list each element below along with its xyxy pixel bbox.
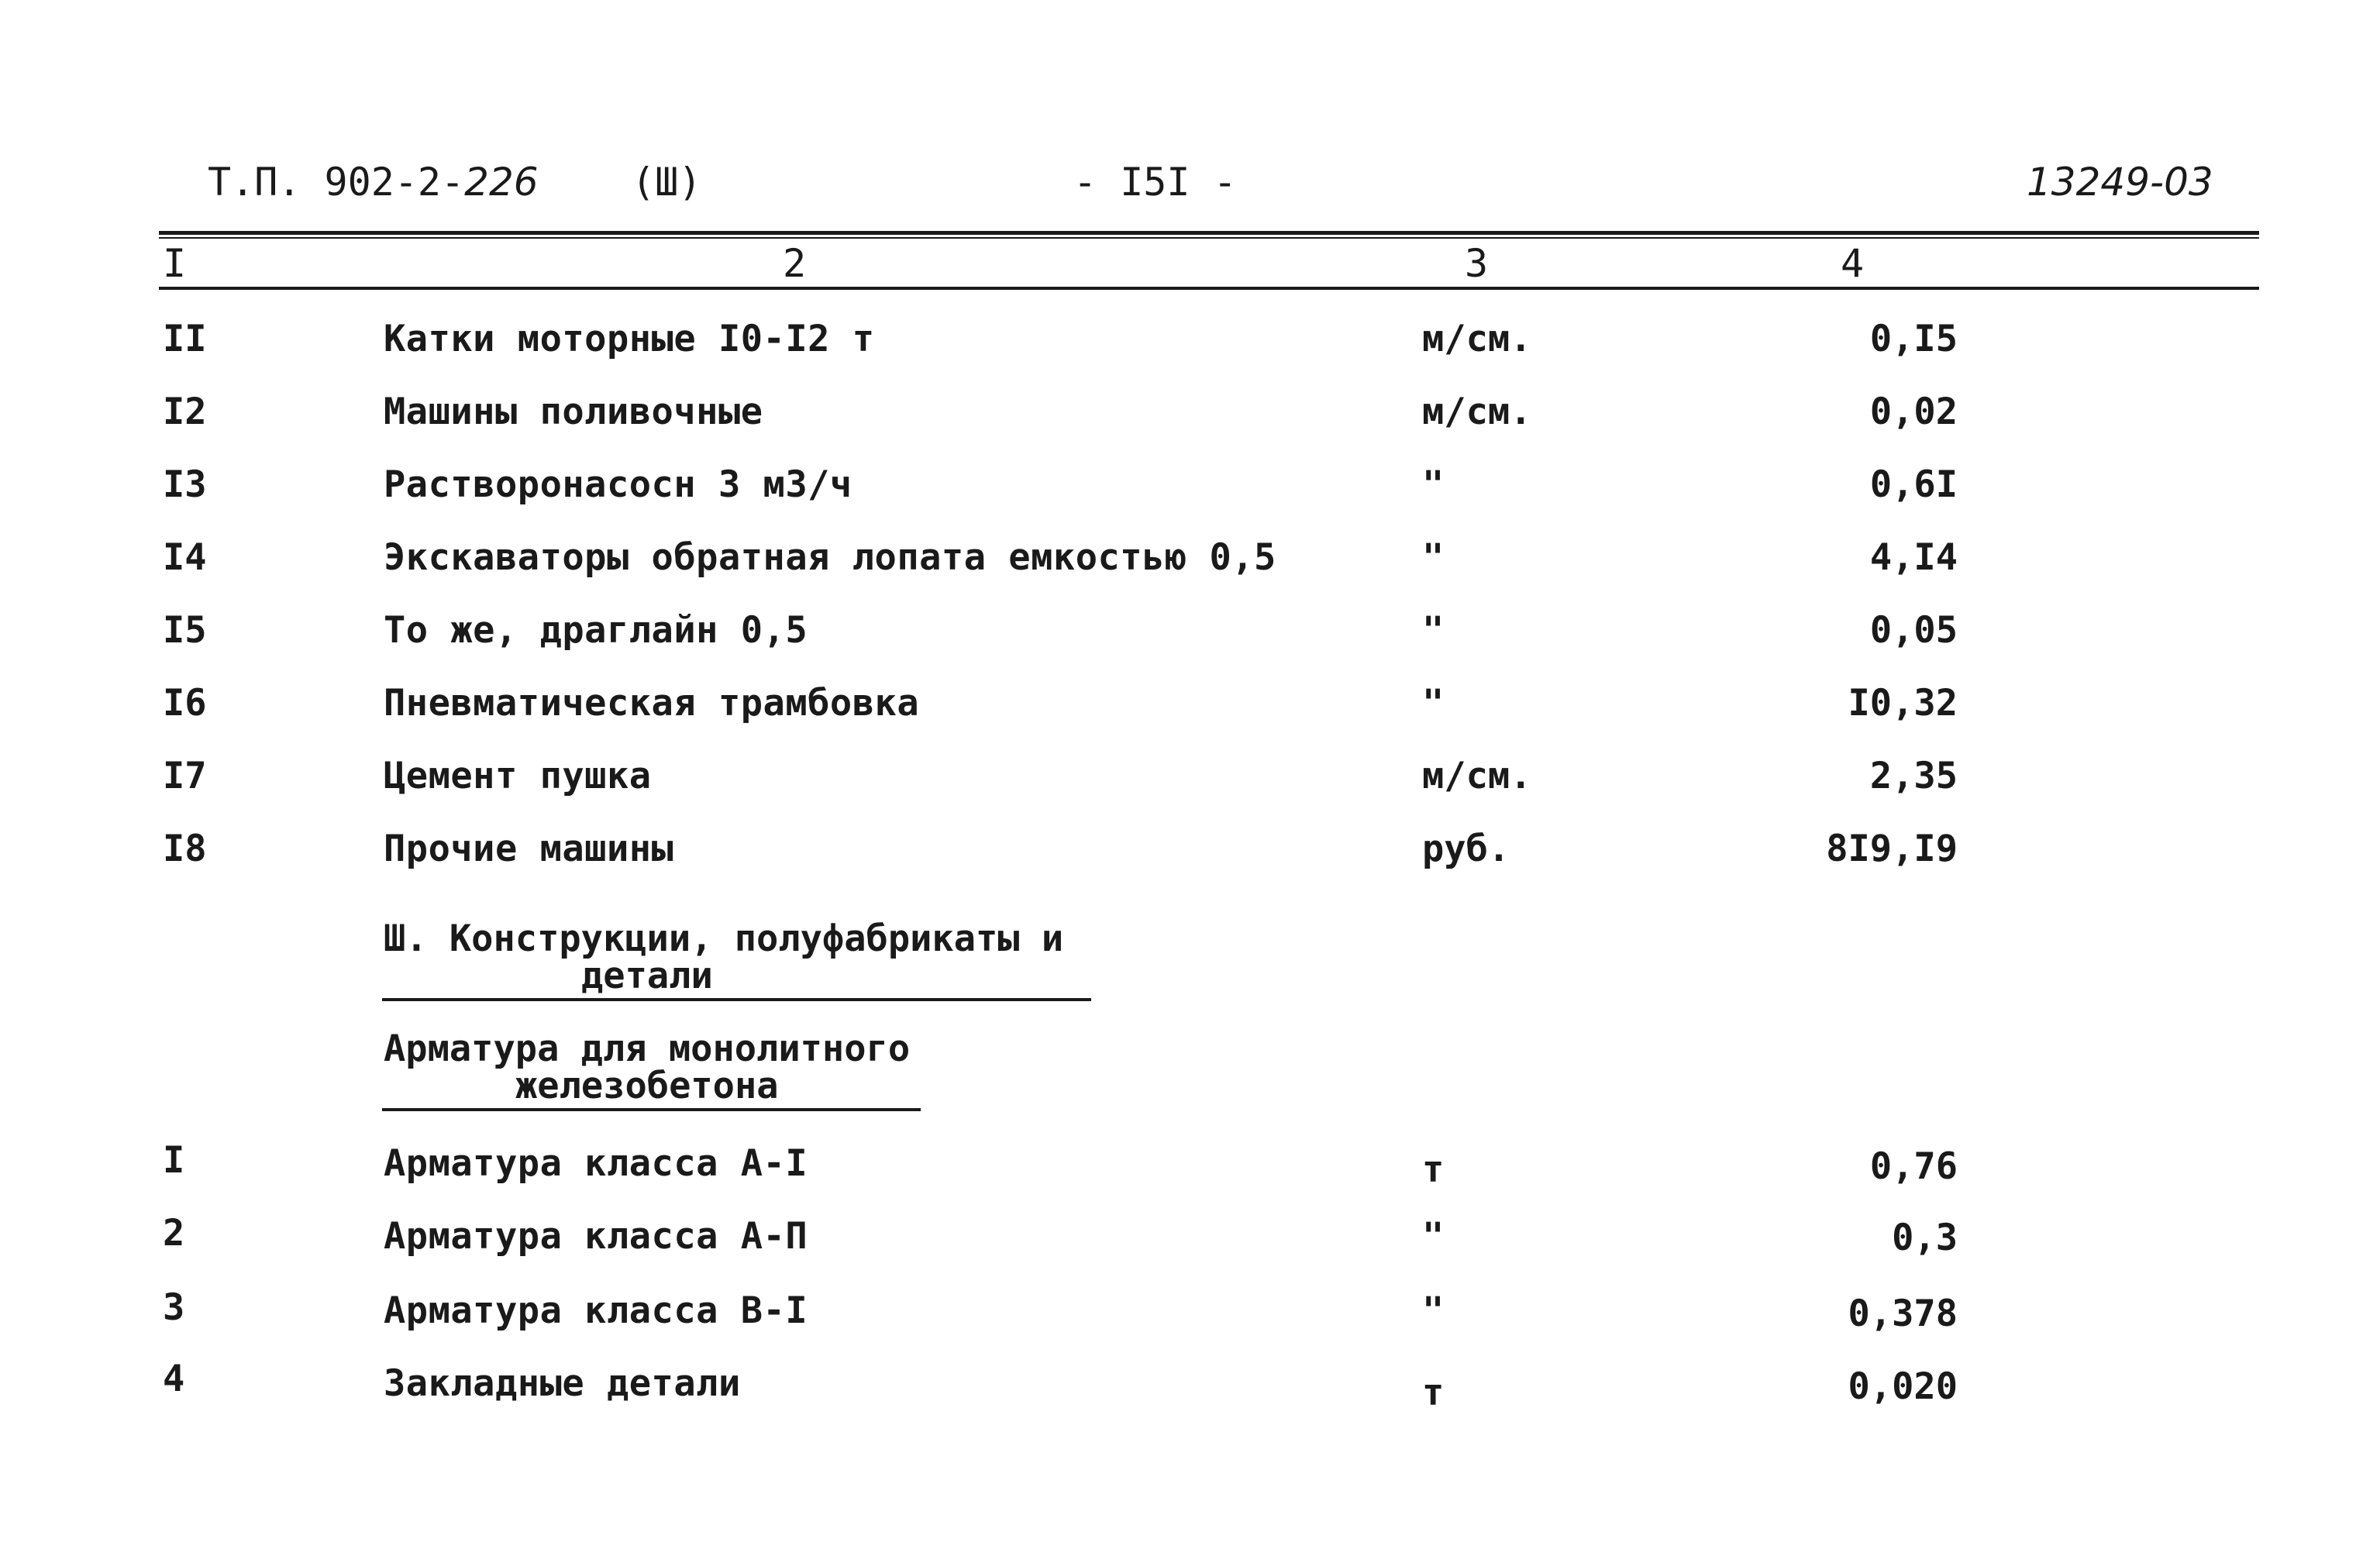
row-name: Арматура класса А-I [384,1142,808,1185]
row-name: Прочие машины [384,828,674,870]
row-value: 4,I4 [1869,536,1958,579]
row-number: I5 [163,609,207,652]
row-name: Экскаваторы обратная лопата емкостью 0,5 [384,536,1276,579]
table-top-rule-thin [159,237,2259,239]
row-unit: " [1422,463,1445,506]
subsection-title-line1: Арматура для монолитного [384,1028,911,1070]
row-value: 0,05 [1869,609,1958,652]
page-number: - I5I - [1073,160,1237,205]
row-number: I7 [163,755,207,797]
row-unit: " [1422,536,1445,579]
row-number: I2 [163,391,207,433]
row-unit: м/см. [1422,755,1532,797]
row-unit: " [1422,609,1445,652]
row-value: 0,76 [1869,1145,1958,1188]
table-top-rule [159,231,2259,235]
row-number: I6 [163,682,207,725]
row-unit: " [1422,1215,1445,1258]
row-number: 4 [163,1358,185,1400]
row-value: 0,020 [1848,1365,1958,1408]
subsection-title-line2: железобетона [515,1065,779,1107]
row-value: 0,378 [1848,1293,1958,1335]
row-unit: руб. [1422,828,1510,870]
row-value: 0,3 [1892,1217,1958,1259]
row-value: I0,32 [1848,682,1958,725]
section-title-line1: Ш. Конструкции, полуфабрикаты и [384,917,1064,960]
row-unit: м/см. [1422,391,1532,433]
row-value: 2,35 [1869,755,1958,797]
row-value: 8I9,I9 [1826,828,1958,870]
column-number-3: 3 [1465,241,1489,286]
section-title-underline [382,998,1091,1001]
row-number: 2 [163,1212,185,1255]
row-unit: т [1422,1372,1445,1414]
column-number-2: 2 [783,241,807,286]
column-number-4: 4 [1841,241,1865,286]
row-name: То же, драглайн 0,5 [384,609,808,652]
doc-reference [208,159,539,205]
section-title-line2: детали [581,955,713,997]
part-label: (Ш) [632,160,702,205]
row-number: I8 [163,828,207,870]
row-value: 0,02 [1869,391,1958,433]
row-unit: т [1422,1148,1445,1191]
subsection-title [384,1028,911,1107]
row-number: II [163,318,207,360]
row-name: Арматура класса А-П [384,1215,808,1258]
row-unit: м/см. [1422,318,1532,360]
row-number: I3 [163,463,207,506]
subsection-title-underline [382,1108,921,1111]
row-name: Закладные детали [384,1362,741,1405]
row-unit: " [1422,1289,1445,1332]
row-name: Арматура класса В-I [384,1289,808,1332]
section-title [384,917,1064,997]
row-name: Пневматическая трамбовка [384,682,920,725]
row-name: Машины поливочные [384,391,763,433]
row-name: Цемент пушка [384,755,652,797]
row-number: I4 [163,536,207,579]
column-number-1: I [163,241,187,286]
row-value: 0,I5 [1869,318,1958,360]
row-name: Растворонасосн 3 м3/ч [384,463,852,506]
row-unit: " [1422,682,1445,725]
row-number: 3 [163,1286,185,1329]
row-number: I [163,1139,185,1182]
archive-code: 13249-03 [2027,160,2213,205]
row-value: 0,6I [1869,463,1958,506]
column-header-rule [159,287,2259,290]
row-name: Катки моторные I0-I2 т [384,318,875,360]
doc-reference-handwritten: 226 [464,160,539,205]
doc-reference-printed: Т.П. 902-2- [208,160,465,205]
